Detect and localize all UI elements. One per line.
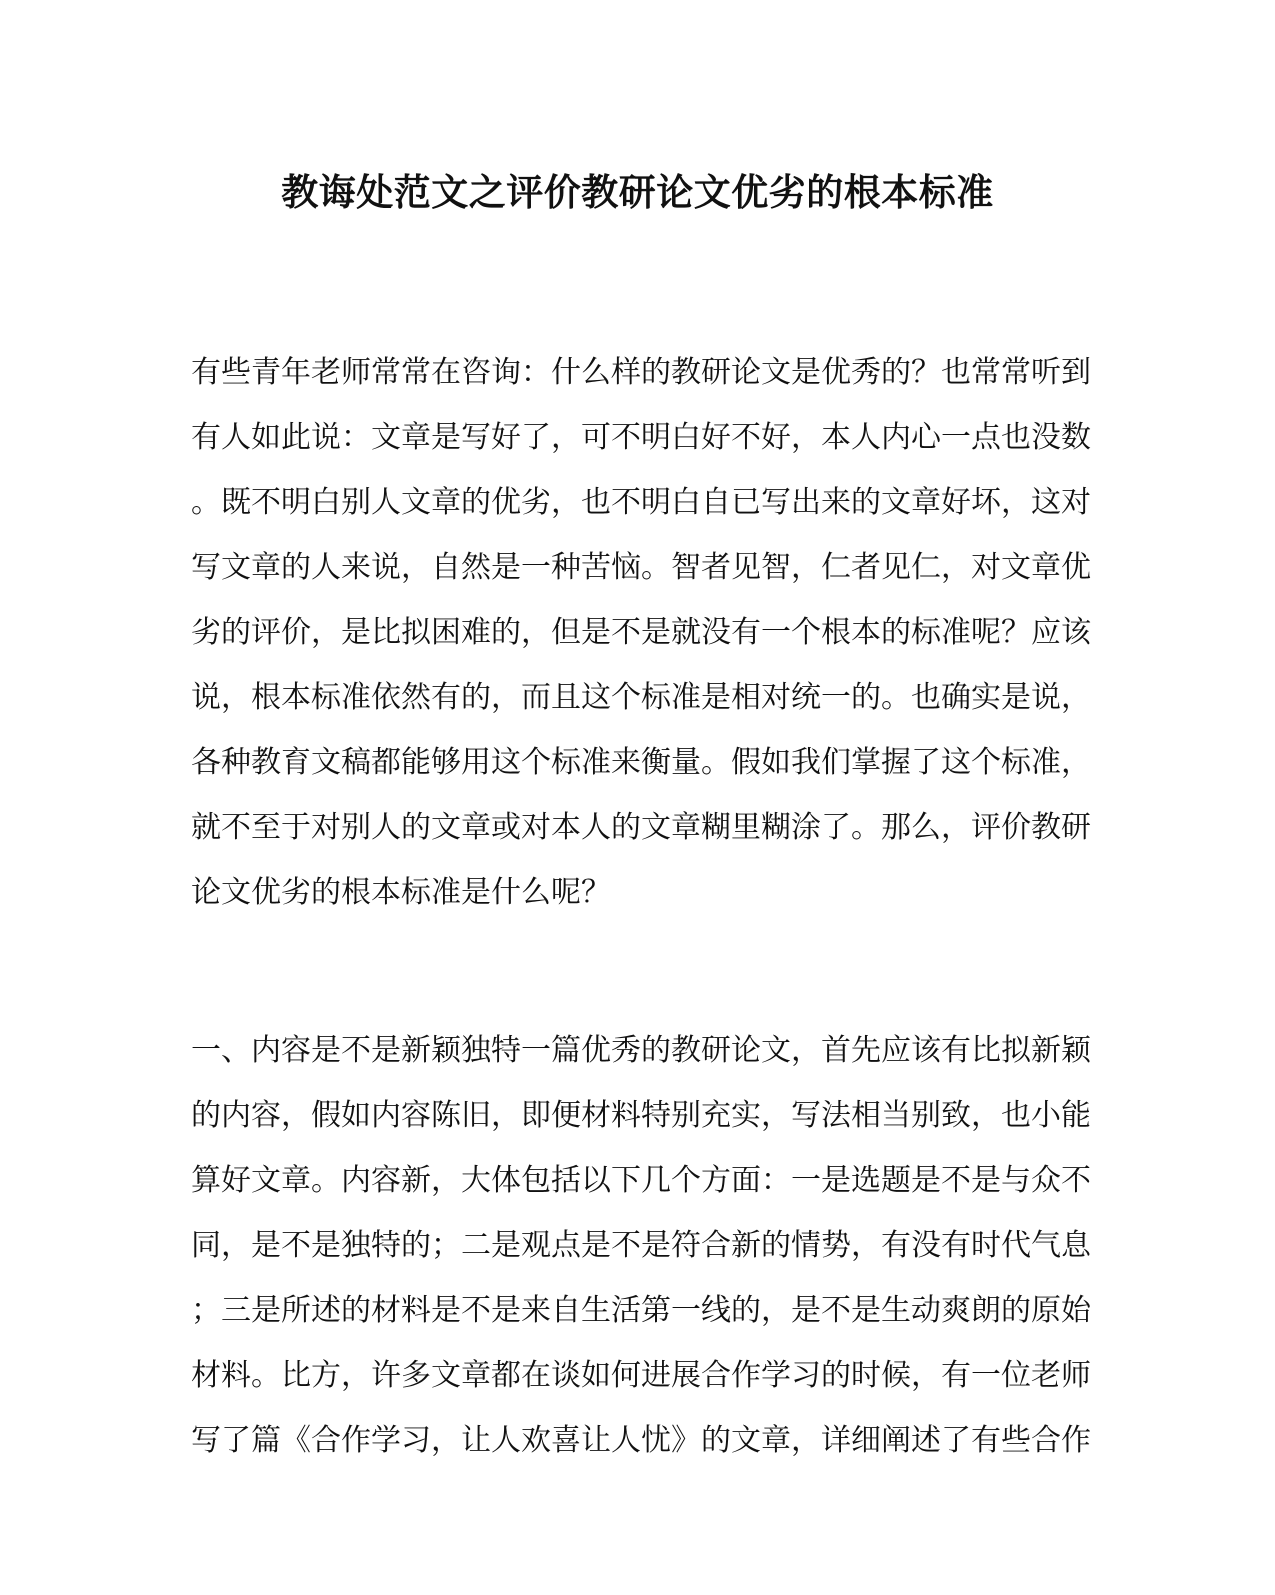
text-line: 有人如此说：文章是写好了，可不明白好不好，本人内心一点也没数 (191, 420, 1091, 455)
text-line: 的内容，假如内容陈旧，即便材料特别充实，写法相当别致，也小能 (191, 1098, 1091, 1133)
text-line: 有些青年老师常常在咨询：什么样的教研论文是优秀的？也常常听到 (191, 355, 1091, 390)
text-line: 说，根本标准依然有的，而且这个标准是相对统一的。也确实是说， (191, 680, 1091, 715)
text-line: 算好文章。内容新，大体包括以下几个方面：一是选题是不是与众不 (191, 1163, 1091, 1198)
text-line-last: 论文优劣的根本标准是什么呢？ (191, 875, 611, 910)
text-line: 劣的评价，是比拟困难的，但是不是就没有一个根本的标准呢？应该 (191, 615, 1091, 650)
document-title: 教诲处范文之评价教研论文优劣的根本标准 (281, 170, 994, 214)
text-line: 一、内容是不是新颖独特一篇优秀的教研论文，首先应该有比拟新颖 (191, 1033, 1091, 1068)
text-line: 同，是不是独特的；二是观点是不是符合新的情势，有没有时代气息 (191, 1228, 1091, 1263)
text-line: ；三是所述的材料是不是来自生活第一线的，是不是生动爽朗的原始 (191, 1293, 1091, 1328)
text-line: 材料。比方，许多文章都在谈如何进展合作学习的时候，有一位老师 (191, 1358, 1091, 1393)
text-line: 就不至于对别人的文章或对本人的文章糊里糊涂了。那么，评价教研 (191, 810, 1091, 845)
paragraph-section-one (191, 1018, 1091, 1473)
text-line: 各种教育文稿都能够用这个标准来衡量。假如我们掌握了这个标准， (191, 745, 1091, 780)
text-line: 写了篇《合作学习，让人欢喜让人忧》的文章，详细阐述了有些合作 (191, 1423, 1091, 1458)
text-line: 写文章的人来说，自然是一种苦恼。智者见智，仁者见仁，对文章优 (191, 550, 1091, 585)
paragraph-intro (191, 340, 1091, 925)
text-line: 。既不明白别人文章的优劣，也不明白自已写出来的文章好坏，这对 (191, 485, 1091, 520)
